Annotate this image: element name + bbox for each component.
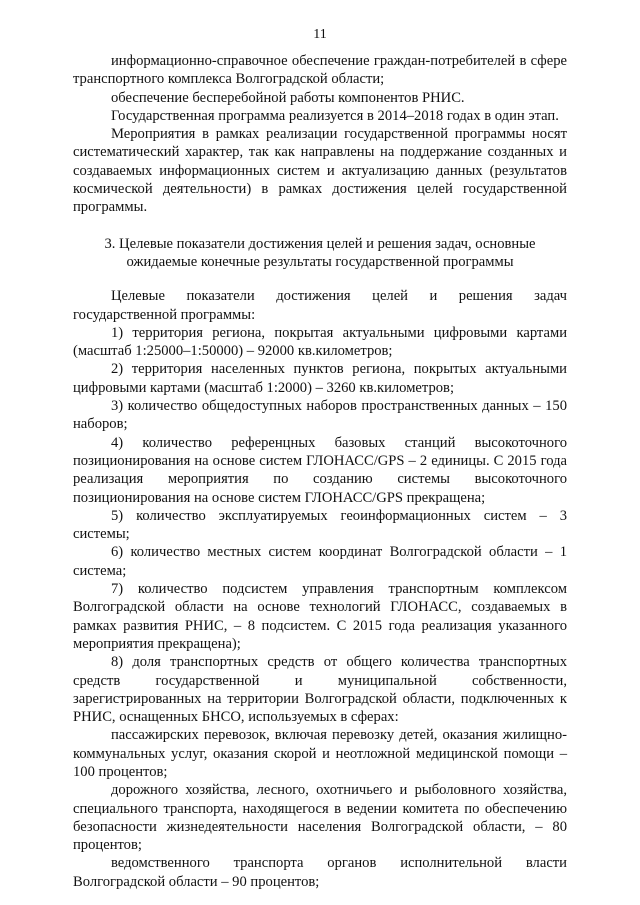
section-heading-line: ожидаемые конечные результаты государственной программы	[126, 253, 514, 270]
list-item: 8) доля транспортных средств от общего количества транспортных средств государственной и муниципальной собственности, зарегистрированных на территории Волгоградской области, подключенных к РНИС, оснащенных БНСО, используемых в сферах:	[73, 654, 567, 726]
list-item: 1) территория региона, покрытая актуальными цифровыми картами (масштаб 1:25000–1:50000) – 92000 кв.километров;	[73, 324, 567, 360]
paragraph: информационно-справочное обеспечение граждан-потребителей в сфере транспортного комплекса Волгоградской области;	[73, 53, 567, 88]
section-heading	[73, 235, 567, 272]
list-item: пассажирских перевозок, включая перевозку детей, оказания жилищно-коммунальных услуг, оказания скорой и неотложной медицинской помощи – 100 процентов;	[73, 727, 567, 780]
page-number: 11	[313, 27, 327, 42]
list-item: 4) количество референцных базовых станций высокоточного позиционирования на основе систем ГЛОНАСС/GPS – 2 единицы. С 2015 года реализация мероприятия по созданию системы высокоточного позиционирования на основе систем ГЛОНАСС/GPS прекращена;	[73, 434, 567, 506]
list-item: 5) количество эксплуатируемых геоинформационных систем – 3 системы;	[73, 507, 567, 543]
paragraph: обеспечение бесперебойной работы компонентов РНИС.	[111, 89, 465, 106]
list-item: 7) количество подсистем управления транспортным комплексом Волгоградской области на основе технологий ГЛОНАСС, создаваемых в рамках развития РНИС, – 8 подсистем. С 2015 года реализация указанного мероприятия прекращена);	[73, 581, 567, 652]
list-item: 2) территория населенных пунктов региона, покрытых актуальными цифровыми картами (масштаб 1:2000) – 3260 кв.километров;	[73, 361, 567, 396]
list-item: ведомственного транспорта органов исполнительной власти Волгоградской области – 90 процентов;	[73, 855, 567, 890]
section-heading-line: 3. Целевые показатели достижения целей и решения задач, основные	[104, 235, 536, 252]
list-item: 6) количество местных систем координат Волгоградской области – 1 система;	[73, 544, 567, 579]
body-text	[73, 52, 567, 891]
paragraph: Мероприятия в рамках реализации государственной программы носят систематический характер, так как направлены на поддержание созданных и создаваемых информационных систем и актуализацию данных (результатов космической деятельности) в рамках достижения целей государственной программы.	[73, 126, 567, 216]
paragraph: Целевые показатели достижения целей и решения задач государственной программы:	[73, 288, 567, 323]
paragraph: Государственная программа реализуется в 2014–2018 годах в один этап.	[111, 107, 559, 124]
list-item: 3) количество общедоступных наборов пространственных данных – 150 наборов;	[73, 398, 567, 433]
list-item: дорожного хозяйства, лесного, охотничьего и рыболовного хозяйства, специального транспорта, находящегося в ведении комитета по обеспечению безопасности жизнедеятельности населения Волгоградской области, – 80 процентов;	[73, 782, 567, 854]
